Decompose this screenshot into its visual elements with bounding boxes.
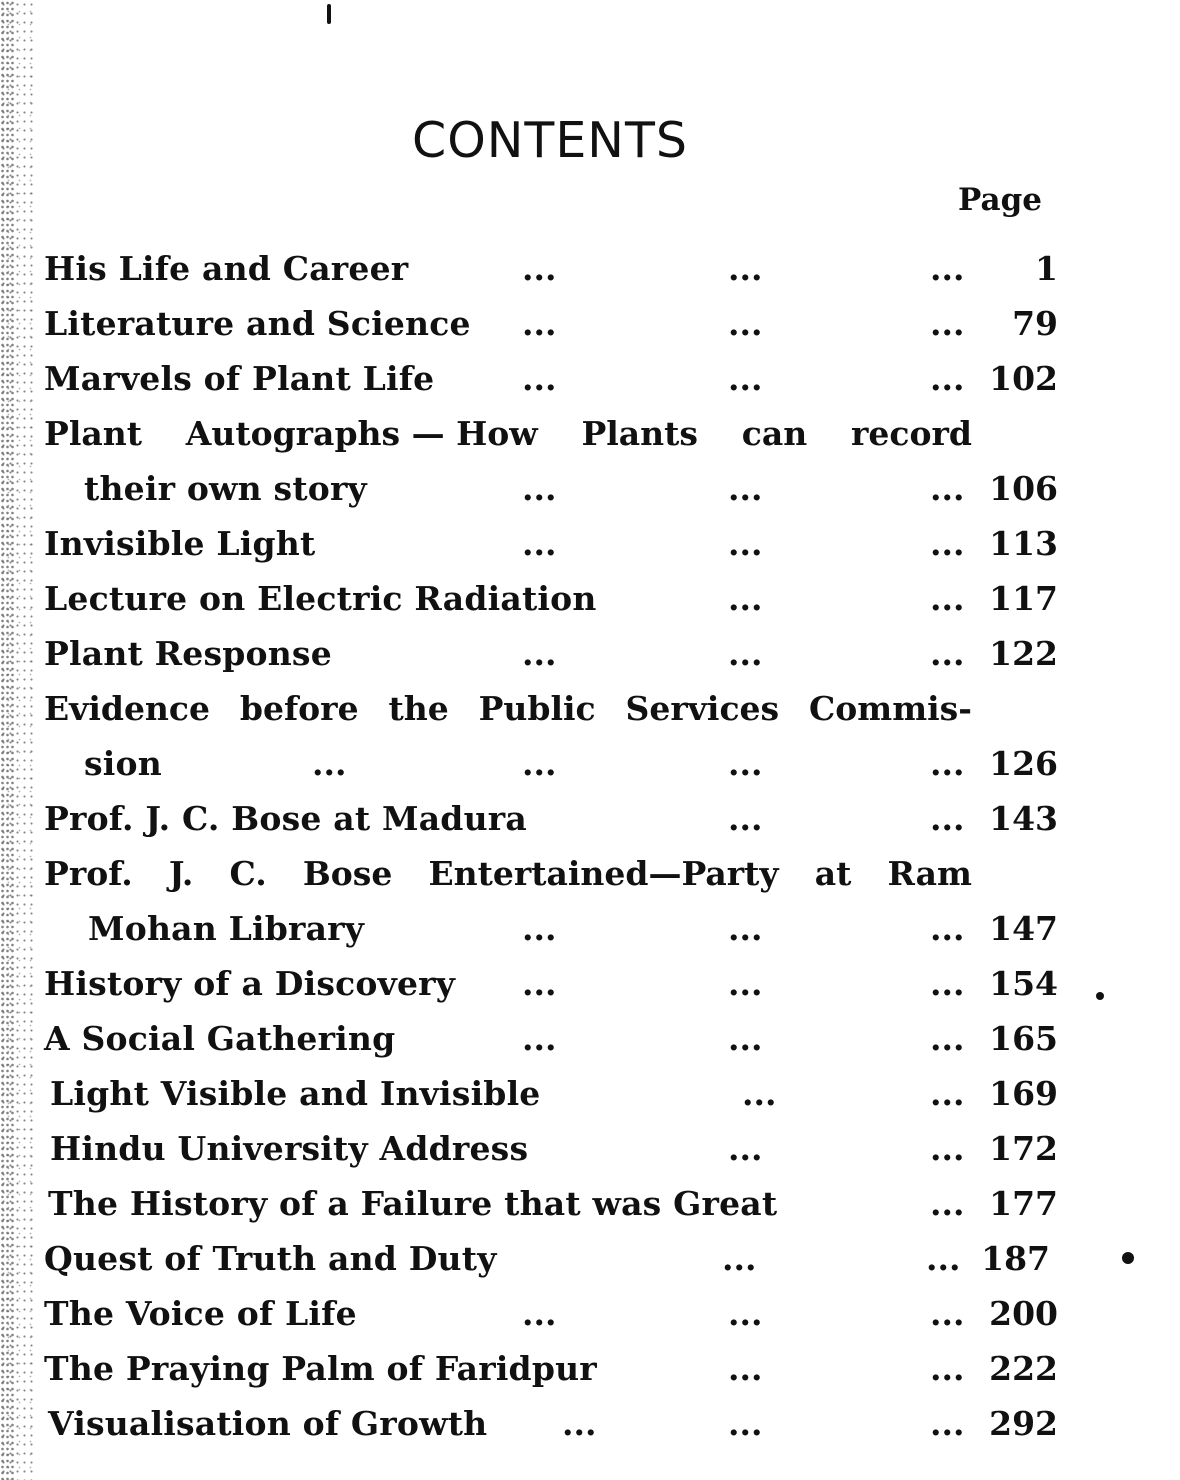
leader-dots: ... — [722, 1239, 757, 1278]
title-word: Autographs — How — [185, 414, 538, 453]
entry-page-number: 187 — [981, 1239, 1050, 1278]
leader-dots: ... — [522, 249, 557, 288]
leader-dots: ... — [522, 634, 557, 673]
entry-page-number: 79 — [1012, 304, 1058, 343]
leader-dots: ... — [522, 744, 557, 783]
entry-page-number: 102 — [989, 359, 1058, 398]
leader-dots: ... — [930, 524, 965, 563]
title-word: J. — [168, 854, 194, 893]
title-word: Ram — [887, 854, 972, 893]
toc-entry[interactable] — [0, 1399, 1100, 1449]
leader-dots: ... — [728, 909, 763, 948]
entry-title: His Life and Career — [44, 249, 409, 288]
page-title: CONTENTS — [411, 112, 689, 169]
toc-entry[interactable] — [0, 1289, 1100, 1339]
leader-dots: ... — [312, 744, 347, 783]
leader-dots: ... — [728, 304, 763, 343]
title-word: Plant — [44, 414, 142, 453]
toc-entry[interactable] — [0, 1344, 1100, 1394]
entry-title: Light Visible and Invisible — [50, 1074, 541, 1113]
leader-dots: ... — [930, 1404, 965, 1443]
entry-title-line1 — [44, 684, 972, 734]
leader-dots: ... — [728, 249, 763, 288]
toc-entry[interactable] — [0, 959, 1100, 1009]
entry-page-number: 177 — [989, 1184, 1058, 1223]
entry-page-number: 165 — [989, 1019, 1058, 1058]
toc-entry[interactable] — [0, 794, 1100, 844]
entry-page-number: 122 — [989, 634, 1058, 673]
leader-dots: ... — [930, 964, 965, 1003]
leader-dots: ... — [728, 964, 763, 1003]
leader-dots: ... — [522, 359, 557, 398]
toc-entry[interactable] — [0, 1069, 1100, 1119]
entry-title: Lecture on Electric Radiation — [44, 579, 597, 618]
leader-dots: ... — [728, 1129, 763, 1168]
entry-title: Quest of Truth and Duty — [44, 1239, 497, 1278]
entry-page-number: 154 — [989, 964, 1058, 1003]
entry-title: Literature and Science — [44, 304, 471, 343]
title-word: Entertained—Party — [428, 854, 779, 893]
toc-entry[interactable] — [0, 1124, 1100, 1174]
toc-entry[interactable] — [0, 574, 1100, 624]
entry-title: Hindu University Address — [50, 1129, 529, 1168]
entry-page-number: 172 — [989, 1129, 1058, 1168]
leader-dots: ... — [930, 744, 965, 783]
entry-page-number: 292 — [989, 1404, 1058, 1443]
leader-dots: ... — [728, 579, 763, 618]
entry-title: The Praying Palm of Faridpur — [44, 1349, 597, 1388]
toc-entry[interactable] — [0, 244, 1100, 294]
leader-dots: ... — [728, 1294, 763, 1333]
title-word: the — [388, 689, 449, 728]
toc-entry[interactable] — [0, 629, 1100, 679]
entry-page-number: 222 — [989, 1349, 1058, 1388]
toc-entry-line2[interactable] — [0, 904, 1100, 954]
leader-dots: ... — [930, 634, 965, 673]
entry-title: History of a Discovery — [44, 964, 456, 1003]
leader-dots: ... — [522, 524, 557, 563]
leader-dots: ... — [728, 469, 763, 508]
toc-entry-line2[interactable] — [0, 739, 1100, 789]
toc-entry[interactable] — [0, 1014, 1100, 1064]
title-word: before — [239, 689, 359, 728]
leader-dots: ... — [728, 744, 763, 783]
leader-dots: ... — [522, 469, 557, 508]
toc-entry[interactable] — [0, 354, 1100, 404]
entry-title-line2: their own story — [84, 469, 367, 508]
leader-dots: ... — [930, 359, 965, 398]
leader-dots: ... — [522, 964, 557, 1003]
ink-speck — [1122, 1252, 1134, 1264]
leader-dots: ... — [742, 1074, 777, 1113]
toc-entry-line1[interactable] — [0, 684, 1100, 734]
entry-title: Plant Response — [44, 634, 332, 673]
title-word: record — [851, 414, 972, 453]
leader-dots: ... — [930, 249, 965, 288]
leader-dots: ... — [728, 1349, 763, 1388]
entry-title-line2: sion — [84, 744, 162, 783]
entry-page-number: 106 — [989, 469, 1058, 508]
leader-dots: ... — [930, 1074, 965, 1113]
toc-entry[interactable] — [0, 1234, 1100, 1284]
leader-dots: ... — [522, 909, 557, 948]
leader-dots: ... — [926, 1239, 961, 1278]
leader-dots: ... — [930, 909, 965, 948]
leader-dots: ... — [930, 799, 965, 838]
title-word: at — [814, 854, 852, 893]
leader-dots: ... — [930, 1349, 965, 1388]
entry-title: Marvels of Plant Life — [44, 359, 435, 398]
title-word: Public — [478, 689, 596, 728]
leader-dots: ... — [728, 1404, 763, 1443]
leader-dots: ... — [930, 469, 965, 508]
leader-dots: ... — [728, 359, 763, 398]
ink-speck — [327, 4, 331, 24]
entry-title: Prof. J. C. Bose at Madura — [44, 799, 527, 838]
leader-dots: ... — [522, 304, 557, 343]
entry-page-number: 1 — [1035, 249, 1058, 288]
entry-title: The History of a Failure that was Great — [48, 1184, 778, 1223]
entry-page-number: 169 — [989, 1074, 1058, 1113]
toc-entry[interactable] — [0, 1179, 1100, 1229]
page-column-heading: Page — [958, 182, 1042, 218]
leader-dots: ... — [562, 1404, 597, 1443]
title-word: Services — [625, 689, 780, 728]
leader-dots: ... — [930, 304, 965, 343]
toc-entry-line1[interactable] — [0, 849, 1100, 899]
entry-title-line1 — [44, 849, 972, 899]
entry-title: The Voice of Life — [44, 1294, 357, 1333]
entry-page-number: 113 — [989, 524, 1058, 563]
title-word: Bose — [302, 854, 393, 893]
leader-dots: ... — [728, 524, 763, 563]
toc-entry-line1[interactable] — [0, 409, 1100, 459]
toc-entry[interactable] — [0, 299, 1100, 349]
leader-dots: ... — [930, 579, 965, 618]
entry-page-number: 147 — [989, 909, 1058, 948]
leader-dots: ... — [522, 1019, 557, 1058]
entry-page-number: 117 — [989, 579, 1058, 618]
title-word: Plants — [581, 414, 699, 453]
leader-dots: ... — [728, 799, 763, 838]
entry-page-number: 143 — [989, 799, 1058, 838]
toc-entry[interactable] — [0, 519, 1100, 569]
leader-dots: ... — [522, 1294, 557, 1333]
entry-page-number: 200 — [989, 1294, 1058, 1333]
toc-entry-line2[interactable] — [0, 464, 1100, 514]
leader-dots: ... — [930, 1019, 965, 1058]
entry-title-line1 — [44, 409, 972, 459]
title-word: Prof. — [44, 854, 133, 893]
title-word: can — [741, 414, 808, 453]
title-word: C. — [229, 854, 267, 893]
entry-title: Visualisation of Growth — [48, 1404, 488, 1443]
entry-page-number: 126 — [989, 744, 1058, 783]
title-word: Evidence — [44, 689, 211, 728]
entry-title: Invisible Light — [44, 524, 316, 563]
leader-dots: ... — [930, 1294, 965, 1333]
leader-dots: ... — [930, 1129, 965, 1168]
entry-title-line2: Mohan Library — [88, 909, 365, 948]
title-word: Commis- — [809, 689, 972, 728]
entry-title: A Social Gathering — [44, 1019, 396, 1058]
leader-dots: ... — [930, 1184, 965, 1223]
leader-dots: ... — [728, 634, 763, 673]
leader-dots: ... — [728, 1019, 763, 1058]
